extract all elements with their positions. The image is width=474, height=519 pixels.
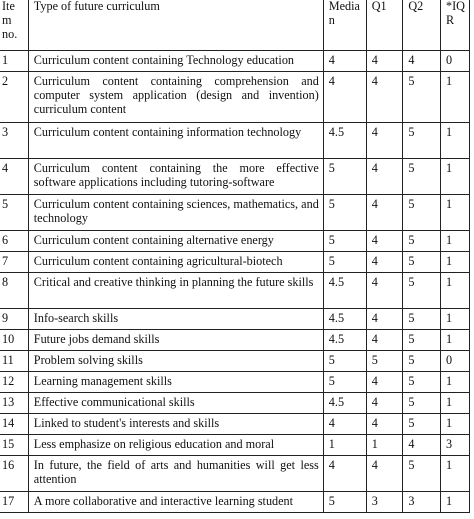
- q2-cell: 4: [403, 51, 441, 72]
- q1-cell: 4: [366, 330, 403, 351]
- q1-cell: 4: [366, 273, 403, 309]
- type-cell: Linked to student's interests and skills: [28, 414, 323, 435]
- header-type: Type of future curriculum: [28, 0, 323, 51]
- q2-cell: 5: [403, 123, 441, 159]
- q2-cell: 5: [403, 309, 441, 330]
- q1-cell: 4: [366, 123, 403, 159]
- iqr-cell: 1: [440, 231, 469, 252]
- median-cell: 4: [323, 414, 366, 435]
- q2-cell: 5: [403, 195, 441, 231]
- iqr-cell: 0: [440, 51, 469, 72]
- table-row: [0, 330, 470, 351]
- type-cell: Curriculum content containing Technology education: [28, 51, 323, 72]
- median-cell: 4.5: [323, 330, 366, 351]
- type-cell: Curriculum content containing comprehension and computer system application (design and invention) curriculum content: [28, 72, 323, 123]
- median-cell: 5: [323, 492, 366, 513]
- q2-cell: 5: [403, 231, 441, 252]
- header-q2: Q2: [403, 0, 441, 51]
- q1-cell: 4: [366, 159, 403, 195]
- type-cell: Curriculum content containing alternative energy: [28, 231, 323, 252]
- item-no-cell: 15: [0, 435, 28, 456]
- type-cell: Curriculum content containing information technology: [28, 123, 323, 159]
- median-cell: 4.5: [323, 309, 366, 330]
- item-no-cell: 5: [0, 195, 28, 231]
- item-no-cell: 13: [0, 393, 28, 414]
- q1-cell: 4: [366, 195, 403, 231]
- q2-cell: 3: [403, 492, 441, 513]
- q1-cell: 4: [366, 309, 403, 330]
- q1-cell: 4: [366, 252, 403, 273]
- table-row: [0, 372, 470, 393]
- median-cell: 1: [323, 435, 366, 456]
- median-cell: 5: [323, 372, 366, 393]
- item-no-cell: 1: [0, 51, 28, 72]
- header-row: [0, 0, 470, 51]
- type-cell: Effective communicational skills: [28, 393, 323, 414]
- table-row: [0, 159, 470, 195]
- q2-cell: 5: [403, 72, 441, 123]
- table-row: [0, 393, 470, 414]
- type-cell: Curriculum content containing the more effective software applications including tutoring-software: [28, 159, 323, 195]
- iqr-cell: 1: [440, 123, 469, 159]
- q2-cell: 5: [403, 330, 441, 351]
- iqr-cell: 1: [440, 273, 469, 309]
- iqr-cell: 1: [440, 72, 469, 123]
- median-cell: 4.5: [323, 393, 366, 414]
- item-no-cell: 14: [0, 414, 28, 435]
- q1-cell: 4: [366, 372, 403, 393]
- table-row: [0, 414, 470, 435]
- q2-cell: 5: [403, 159, 441, 195]
- table-row: [0, 252, 470, 273]
- header-iqr: *IQ R: [440, 0, 469, 51]
- q1-cell: 4: [366, 393, 403, 414]
- iqr-cell: 1: [440, 159, 469, 195]
- q1-cell: 4: [366, 414, 403, 435]
- type-cell: Critical and creative thinking in planning the future skills: [28, 273, 323, 309]
- q1-cell: 4: [366, 231, 403, 252]
- median-cell: 5: [323, 231, 366, 252]
- iqr-cell: 1: [440, 492, 469, 513]
- type-cell: Future jobs demand skills: [28, 330, 323, 351]
- table-row: [0, 492, 470, 513]
- item-no-cell: 16: [0, 456, 28, 492]
- median-cell: 5: [323, 159, 366, 195]
- item-no-cell: 10: [0, 330, 28, 351]
- table-row: [0, 456, 470, 492]
- header-q1: Q1: [366, 0, 403, 51]
- q1-cell: 1: [366, 435, 403, 456]
- median-cell: 4.5: [323, 273, 366, 309]
- q2-cell: 5: [403, 351, 441, 372]
- iqr-cell: 1: [440, 195, 469, 231]
- table-body: [0, 51, 470, 513]
- type-cell: Less emphasize on religious education and moral: [28, 435, 323, 456]
- q1-cell: 4: [366, 456, 403, 492]
- iqr-cell: 1: [440, 330, 469, 351]
- q1-cell: 4: [366, 51, 403, 72]
- iqr-cell: 1: [440, 456, 469, 492]
- q2-cell: 5: [403, 393, 441, 414]
- item-no-cell: 8: [0, 273, 28, 309]
- median-cell: 5: [323, 351, 366, 372]
- item-no-cell: 11: [0, 351, 28, 372]
- q2-cell: 5: [403, 456, 441, 492]
- item-no-cell: 6: [0, 231, 28, 252]
- iqr-cell: 1: [440, 309, 469, 330]
- table-row: [0, 435, 470, 456]
- median-cell: 4.5: [323, 123, 366, 159]
- q2-cell: 4: [403, 435, 441, 456]
- q2-cell: 5: [403, 252, 441, 273]
- type-cell: Curriculum content containing sciences, mathematics, and technology: [28, 195, 323, 231]
- type-cell: Curriculum content containing agricultural-biotech: [28, 252, 323, 273]
- median-cell: 5: [323, 252, 366, 273]
- item-no-cell: 17: [0, 492, 28, 513]
- type-cell: Learning management skills: [28, 372, 323, 393]
- iqr-cell: 1: [440, 252, 469, 273]
- header-median: Media n: [323, 0, 366, 51]
- q2-cell: 5: [403, 273, 441, 309]
- table-row: [0, 72, 470, 123]
- type-cell: Problem solving skills: [28, 351, 323, 372]
- iqr-cell: 1: [440, 372, 469, 393]
- type-cell: A more collaborative and interactive learning student: [28, 492, 323, 513]
- table-row: [0, 195, 470, 231]
- median-cell: 4: [323, 456, 366, 492]
- table-row: [0, 309, 470, 330]
- iqr-cell: 0: [440, 351, 469, 372]
- header-item-no: Ite m no.: [0, 0, 28, 51]
- table-row: [0, 351, 470, 372]
- median-cell: 5: [323, 195, 366, 231]
- q2-cell: 5: [403, 414, 441, 435]
- item-no-cell: 7: [0, 252, 28, 273]
- table-row: [0, 273, 470, 309]
- item-no-cell: 2: [0, 72, 28, 123]
- table-row: [0, 123, 470, 159]
- q1-cell: 3: [366, 492, 403, 513]
- item-no-cell: 9: [0, 309, 28, 330]
- iqr-cell: 1: [440, 414, 469, 435]
- q1-cell: 5: [366, 351, 403, 372]
- iqr-cell: 3: [440, 435, 469, 456]
- item-no-cell: 3: [0, 123, 28, 159]
- item-no-cell: 4: [0, 159, 28, 195]
- type-cell: Info-search skills: [28, 309, 323, 330]
- type-cell: In future, the field of arts and humanities will get less attention: [28, 456, 323, 492]
- q1-cell: 4: [366, 72, 403, 123]
- item-no-cell: 12: [0, 372, 28, 393]
- table-row: [0, 231, 470, 252]
- q2-cell: 5: [403, 372, 441, 393]
- median-cell: 4: [323, 72, 366, 123]
- iqr-cell: 1: [440, 393, 469, 414]
- table-row: [0, 51, 470, 72]
- median-cell: 4: [323, 51, 366, 72]
